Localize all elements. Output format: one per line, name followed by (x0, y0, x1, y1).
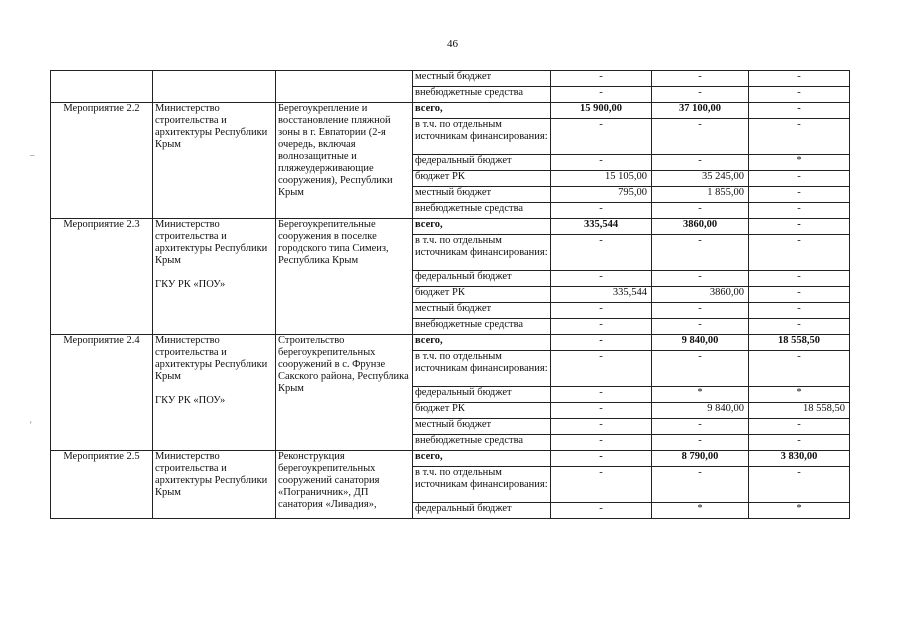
value-cell-v2: 3860,00 (652, 287, 749, 303)
value-cell-v3: 18 558,50 (749, 403, 850, 419)
value-cell-v3: - (749, 171, 850, 187)
funding-source: федеральный бюджет (413, 155, 551, 171)
value-cell-v2: - (652, 71, 749, 87)
value-cell-v3: * (749, 387, 850, 403)
value-cell-v2: - (652, 435, 749, 451)
funding-source: всего, (413, 103, 551, 119)
executor-name: Министерство строительства и архитектуры Республики Крым (155, 335, 268, 382)
table-row (51, 335, 850, 351)
value-cell-v1: - (551, 451, 652, 467)
executor-name: Министерство строительства и архитектуры Республики Крым (155, 219, 268, 266)
value-cell-v3: - (749, 303, 850, 319)
funding-source: местный бюджет (413, 419, 551, 435)
table-row (51, 103, 850, 119)
table-row (51, 451, 850, 467)
value-cell-v2: - (652, 155, 749, 171)
value-cell-v2: 1 855,00 (652, 187, 749, 203)
funding-source: в т.ч. по отдельным источникам финансирования: (413, 235, 551, 271)
value-cell-v3: - (749, 287, 850, 303)
margin-mark: ' (30, 420, 32, 430)
value-cell-v1: 335,544 (551, 287, 652, 303)
value-cell-v2: * (652, 503, 749, 519)
funding-table (50, 70, 850, 519)
value-cell-v2: - (652, 319, 749, 335)
value-cell-v3: - (749, 467, 850, 503)
funding-source: всего, (413, 451, 551, 467)
continuation-empty-cell (276, 71, 413, 103)
value-cell-v2: 9 840,00 (652, 403, 749, 419)
value-cell-v1: - (551, 335, 652, 351)
value-cell-v1: - (551, 71, 652, 87)
page-number: 46 (447, 38, 458, 50)
executor-name: Министерство строительства и архитектуры Республики Крым (155, 451, 268, 498)
funding-source: федеральный бюджет (413, 271, 551, 287)
executor-name: Министерство строительства и архитектуры Республики Крым (155, 103, 268, 150)
funding-source: федеральный бюджет (413, 387, 551, 403)
value-cell-v1: 335,544 (551, 219, 652, 235)
value-cell-v3: 3 830,00 (749, 451, 850, 467)
event-name: Берегоукрепление и восстановление пляжной зоны в г. Евпатории (2-я очередь, включая волнозащитные и пляжеудерживающие сооружения), Республики Крым (276, 103, 413, 219)
event-label: Мероприятие 2.5 (51, 451, 153, 519)
value-cell-v2: 8 790,00 (652, 451, 749, 467)
funding-source: внебюджетные средства (413, 435, 551, 451)
value-cell-v2: * (652, 387, 749, 403)
value-cell-v3: * (749, 155, 850, 171)
table-row (51, 71, 850, 87)
value-cell-v1: - (551, 303, 652, 319)
value-cell-v3: - (749, 119, 850, 155)
value-cell-v2: - (652, 235, 749, 271)
value-cell-v2: - (652, 351, 749, 387)
executor-extra: ГКУ РК «ПОУ» (155, 279, 226, 290)
value-cell-v3: - (749, 235, 850, 271)
continuation-empty-cell (153, 71, 276, 103)
value-cell-v1: - (551, 155, 652, 171)
value-cell-v3: * (749, 503, 850, 519)
spacer (155, 383, 273, 395)
spacer (155, 267, 273, 279)
value-cell-v3: 18 558,50 (749, 335, 850, 351)
value-cell-v2: 3860,00 (652, 219, 749, 235)
funding-source: в т.ч. по отдельным источникам финансирования: (413, 467, 551, 503)
funding-source: внебюджетные средства (413, 87, 551, 103)
value-cell-v3: - (749, 87, 850, 103)
value-cell-v3: - (749, 271, 850, 287)
funding-source: бюджет РК (413, 287, 551, 303)
event-label: Мероприятие 2.2 (51, 103, 153, 219)
funding-source: всего, (413, 219, 551, 235)
funding-source: всего, (413, 335, 551, 351)
value-cell-v1: - (551, 119, 652, 155)
value-cell-v3: - (749, 319, 850, 335)
event-name: Берегоукрепительные сооружения в поселке городского типа Симеиз, Республика Крым (276, 219, 413, 335)
value-cell-v2: 37 100,00 (652, 103, 749, 119)
funding-source: в т.ч. по отдельным источникам финансирования: (413, 351, 551, 387)
funding-source: в т.ч. по отдельным источникам финансирования: (413, 119, 551, 155)
executor-cell (153, 451, 276, 519)
value-cell-v3: - (749, 351, 850, 387)
value-cell-v1: 795,00 (551, 187, 652, 203)
value-cell-v1: - (551, 351, 652, 387)
value-cell-v2: - (652, 203, 749, 219)
value-cell-v2: - (652, 119, 749, 155)
value-cell-v1: - (551, 387, 652, 403)
value-cell-v1: - (551, 271, 652, 287)
value-cell-v1: - (551, 503, 652, 519)
value-cell-v2: - (652, 467, 749, 503)
table-row (51, 219, 850, 235)
value-cell-v2: 9 840,00 (652, 335, 749, 351)
value-cell-v1: - (551, 319, 652, 335)
value-cell-v1: - (551, 403, 652, 419)
event-name: Строительство берегоукрепительных сооружений в с. Фрунзе Сакского района, Республика Крым (276, 335, 413, 451)
value-cell-v1: - (551, 203, 652, 219)
continuation-empty-cell (51, 71, 153, 103)
value-cell-v1: - (551, 467, 652, 503)
value-cell-v3: - (749, 435, 850, 451)
executor-cell (153, 103, 276, 219)
value-cell-v1: 15 900,00 (551, 103, 652, 119)
value-cell-v2: - (652, 419, 749, 435)
value-cell-v1: - (551, 87, 652, 103)
value-cell-v2: - (652, 271, 749, 287)
executor-cell (153, 335, 276, 451)
value-cell-v1: 15 105,00 (551, 171, 652, 187)
funding-source: местный бюджет (413, 71, 551, 87)
funding-source: бюджет РК (413, 171, 551, 187)
margin-mark: – (30, 150, 35, 160)
executor-extra: ГКУ РК «ПОУ» (155, 395, 226, 406)
value-cell-v2: - (652, 87, 749, 103)
value-cell-v2: - (652, 303, 749, 319)
value-cell-v2: 35 245,00 (652, 171, 749, 187)
value-cell-v3: - (749, 419, 850, 435)
event-label: Мероприятие 2.4 (51, 335, 153, 451)
value-cell-v3: - (749, 103, 850, 119)
funding-source: местный бюджет (413, 303, 551, 319)
funding-source: бюджет РК (413, 403, 551, 419)
funding-source: внебюджетные средства (413, 319, 551, 335)
funding-source: внебюджетные средства (413, 203, 551, 219)
event-label: Мероприятие 2.3 (51, 219, 153, 335)
value-cell-v3: - (749, 187, 850, 203)
value-cell-v1: - (551, 235, 652, 271)
executor-cell (153, 219, 276, 335)
funding-source: местный бюджет (413, 187, 551, 203)
value-cell-v1: - (551, 419, 652, 435)
value-cell-v3: - (749, 219, 850, 235)
event-name: Реконструкция берегоукрепительных сооружений санатория «Пограничник», ДП санатория «Ливадия», (276, 451, 413, 519)
value-cell-v1: - (551, 435, 652, 451)
value-cell-v3: - (749, 203, 850, 219)
value-cell-v3: - (749, 71, 850, 87)
funding-source: федеральный бюджет (413, 503, 551, 519)
